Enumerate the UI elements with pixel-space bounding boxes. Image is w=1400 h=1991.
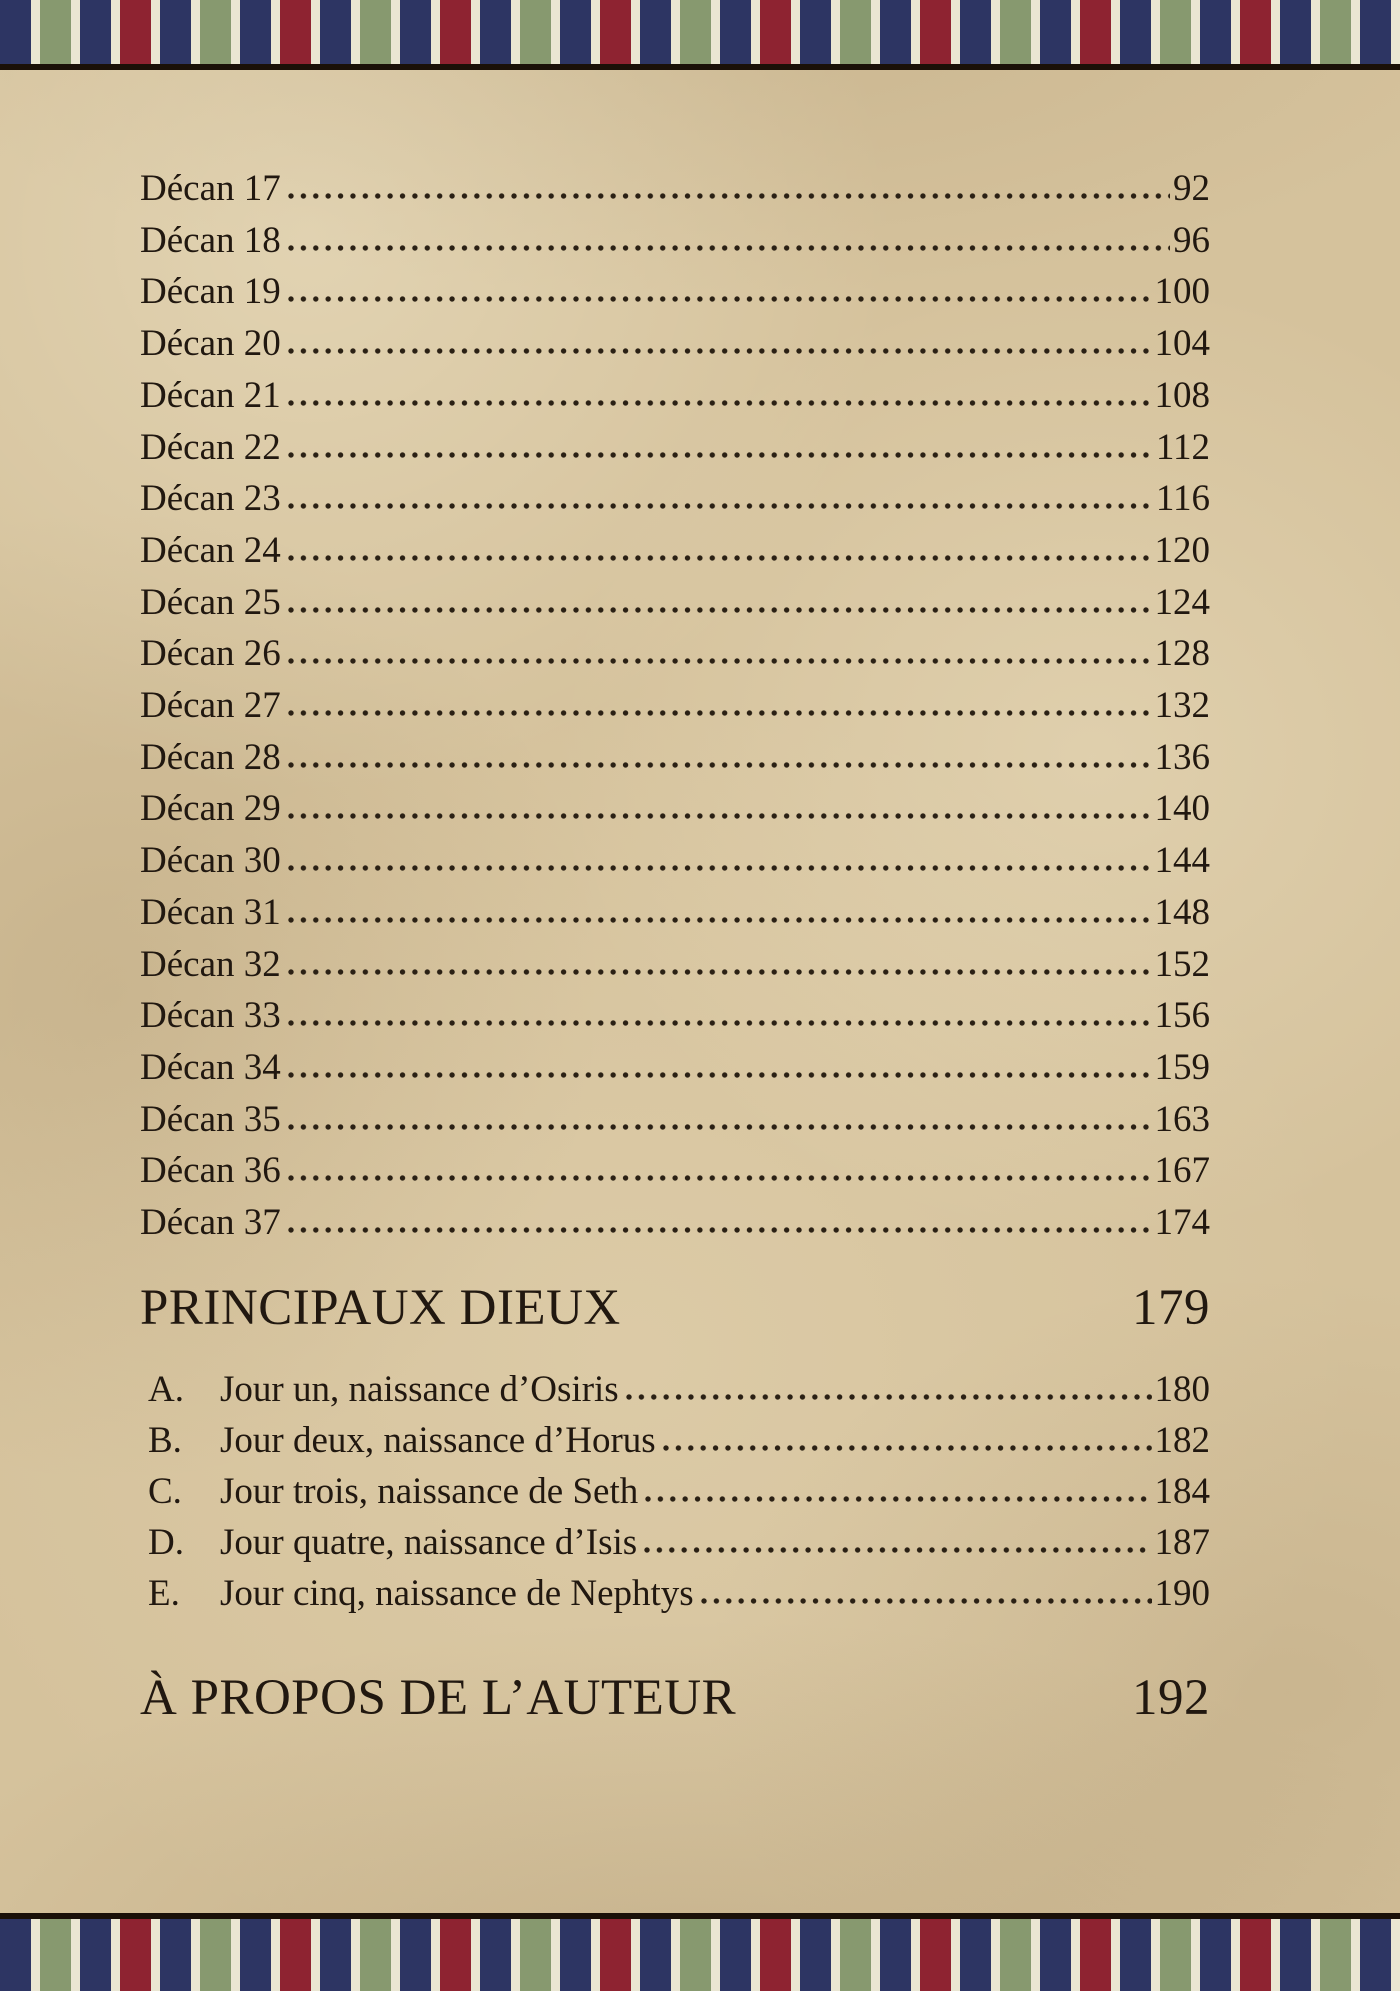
toc-entry-row	[140, 1145, 1210, 1197]
toc-entry-row	[140, 990, 1210, 1042]
subentry-label: Jour trois, naissance de Seth	[220, 1470, 639, 1512]
subentry-page-number: 182	[1154, 1419, 1210, 1461]
toc-entry-row	[140, 473, 1210, 525]
section-heading-row	[140, 1277, 1210, 1339]
decan-entry-list	[140, 163, 1210, 1249]
toc-subentry-row	[140, 1568, 1210, 1619]
toc-entry-page-number: 174	[1154, 1202, 1210, 1244]
dot-leader	[286, 192, 1170, 200]
toc-entry-page-number: 120	[1154, 529, 1210, 571]
toc-entry-page-number: 132	[1154, 685, 1210, 727]
toc-entry-page-number: 92	[1173, 168, 1210, 209]
toc-entry-page-number: 140	[1154, 788, 1210, 830]
subentry-page-number: 190	[1154, 1572, 1210, 1614]
toc-entry-row	[140, 887, 1210, 939]
subentry-letter: C.	[148, 1470, 182, 1512]
toc-entry-label: Décan 23	[140, 478, 281, 520]
dot-leader	[286, 1226, 1152, 1234]
section-list	[140, 1277, 1210, 1729]
subentry-letter: D.	[148, 1521, 184, 1563]
toc-entry-label: Décan 33	[140, 995, 281, 1037]
subentry-label: Jour deux, naissance d’Horus	[220, 1419, 656, 1461]
dot-leader	[699, 1597, 1152, 1605]
dot-leader	[642, 1546, 1151, 1554]
dot-leader	[286, 709, 1152, 717]
dot-leader	[286, 812, 1152, 820]
toc-entry-page-number: 136	[1154, 736, 1210, 778]
dot-leader	[286, 916, 1152, 924]
toc-entry-row	[140, 1042, 1210, 1094]
dot-leader	[286, 399, 1152, 407]
toc-entry-label: Décan 18	[140, 219, 281, 261]
toc-entry-label: Décan 19	[140, 271, 281, 313]
toc-entry-row	[140, 318, 1210, 370]
dot-leader	[286, 864, 1152, 872]
toc-entry-row	[140, 680, 1210, 732]
toc-entry-label: Décan 34	[140, 1046, 281, 1088]
subentry-letter: E.	[148, 1572, 180, 1614]
section-title: PRINCIPAUX DIEUX	[140, 1279, 621, 1336]
toc-entry-label: Décan 26	[140, 633, 281, 675]
toc-entry-page-number: 104	[1154, 323, 1210, 365]
dot-leader	[286, 1123, 1152, 1131]
toc-entry-page-number: 116	[1155, 478, 1210, 520]
toc-entry-row	[140, 939, 1210, 991]
toc-entry-label: Décan 30	[140, 840, 281, 882]
toc-entry-label: Décan 27	[140, 685, 281, 727]
dot-leader	[286, 554, 1152, 562]
decorative-stripe-border-top	[0, 0, 1400, 64]
toc-entry-label: Décan 29	[140, 788, 281, 830]
toc-entry-label: Décan 36	[140, 1150, 281, 1192]
subentry-label: Jour un, naissance d’Osiris	[220, 1368, 619, 1410]
subentry-letter: B.	[148, 1419, 182, 1461]
toc-entry-row	[140, 1094, 1210, 1146]
toc-entry-row	[140, 783, 1210, 835]
toc-entry-page-number: 100	[1154, 271, 1210, 313]
toc-entry-page-number: 144	[1154, 840, 1210, 882]
toc-entry-row	[140, 628, 1210, 680]
toc-entry-page-number: 96	[1173, 219, 1210, 261]
dot-leader	[286, 347, 1152, 355]
toc-entry-page-number: 128	[1154, 633, 1210, 675]
dot-leader	[661, 1444, 1152, 1452]
toc-entry-label: Décan 28	[140, 736, 281, 778]
toc-entry-row	[140, 835, 1210, 887]
dot-leader	[286, 1174, 1152, 1182]
dot-leader	[624, 1393, 1152, 1401]
toc-entry-label: Décan 37	[140, 1202, 281, 1244]
subentry-letter: A.	[148, 1368, 184, 1410]
section-page-number: 192	[1132, 1669, 1210, 1726]
dot-leader	[286, 761, 1152, 769]
section-title: À PROPOS DE L’AUTEUR	[140, 1669, 737, 1726]
toc-subentry-row	[140, 1517, 1210, 1568]
toc-entry-row	[140, 370, 1210, 422]
toc-entry-row	[140, 163, 1210, 215]
toc-entry-label: Décan 17	[140, 168, 281, 209]
toc-entry-page-number: 167	[1154, 1150, 1210, 1192]
subentry-label: Jour cinq, naissance de Nephtys	[220, 1572, 694, 1614]
toc-entry-page-number: 156	[1154, 995, 1210, 1037]
table-of-contents	[140, 163, 1210, 1729]
section-heading-row	[140, 1667, 1210, 1729]
subentry-page-number: 180	[1154, 1368, 1210, 1410]
section-page-number: 179	[1132, 1279, 1210, 1336]
dot-leader	[286, 1071, 1152, 1079]
toc-entry-label: Décan 21	[140, 374, 281, 416]
subentry-label: Jour quatre, naissance d’Isis	[220, 1521, 638, 1563]
toc-entry-label: Décan 24	[140, 529, 281, 571]
dot-leader	[286, 606, 1152, 614]
dot-leader	[286, 244, 1170, 252]
toc-entry-label: Décan 32	[140, 943, 281, 985]
toc-entry-page-number: 159	[1154, 1046, 1210, 1088]
toc-entry-page-number: 112	[1155, 426, 1210, 468]
toc-entry-row	[140, 577, 1210, 629]
border-rule-top	[0, 64, 1400, 70]
toc-entry-label: Décan 25	[140, 581, 281, 623]
toc-entry-page-number: 124	[1154, 581, 1210, 623]
toc-entry-label: Décan 31	[140, 891, 281, 933]
subentry-list	[140, 1364, 1210, 1619]
subentry-page-number: 184	[1154, 1470, 1210, 1512]
subentry-page-number: 187	[1154, 1521, 1210, 1563]
dot-leader	[286, 657, 1152, 665]
dot-leader	[286, 502, 1153, 510]
dot-leader	[286, 295, 1152, 303]
toc-entry-label: Décan 20	[140, 323, 281, 365]
toc-subentry-row	[140, 1364, 1210, 1415]
toc-entry-row	[140, 422, 1210, 474]
toc-entry-row	[140, 215, 1210, 267]
toc-subentry-row	[140, 1415, 1210, 1466]
dot-leader	[286, 968, 1152, 976]
toc-entry-label: Décan 22	[140, 426, 281, 468]
toc-entry-row	[140, 266, 1210, 318]
toc-entry-row	[140, 732, 1210, 784]
dot-leader	[643, 1495, 1151, 1503]
toc-entry-page-number: 152	[1154, 943, 1210, 985]
toc-entry-row	[140, 525, 1210, 577]
toc-entry-row	[140, 1197, 1210, 1249]
toc-subentry-row	[140, 1466, 1210, 1517]
decorative-stripe-border-bottom	[0, 1919, 1400, 1991]
toc-entry-page-number: 163	[1154, 1098, 1210, 1140]
dot-leader	[286, 451, 1153, 459]
toc-entry-page-number: 108	[1154, 374, 1210, 416]
toc-entry-page-number: 148	[1154, 891, 1210, 933]
dot-leader	[286, 1019, 1152, 1027]
toc-entry-label: Décan 35	[140, 1098, 281, 1140]
